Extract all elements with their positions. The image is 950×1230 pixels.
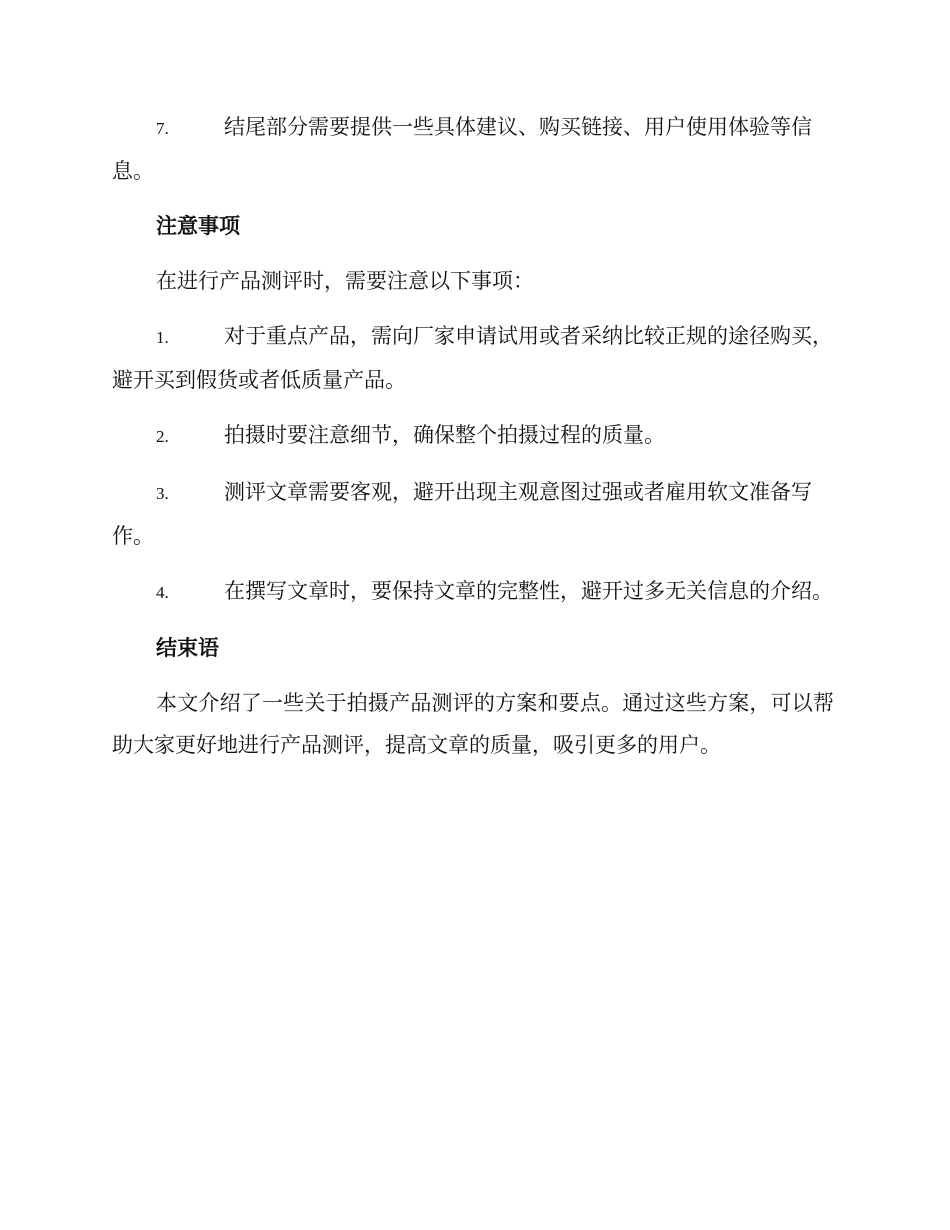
list-number: 1. [156,328,169,347]
list-item-4 [112,570,834,614]
section-heading-notes: 注意事项 [156,214,240,238]
notes-intro-paragraph: 在进行产品测评时，需要注意以下事项： [156,269,534,293]
list-number: 4. [156,583,169,602]
list-item-1 [112,315,834,401]
document-body [112,106,834,779]
list-number: 2. [156,427,169,446]
list-number: 3. [156,484,169,503]
list-number: 7. [156,119,169,138]
list-item-text: 在撰写文章时，要保持文章的完整性，避开过多无关信息的介绍。 [224,579,833,603]
list-item-text: 测评文章需要客观，避开出现主观意图过强或者雇用软文准备写作。 [112,480,812,548]
list-item-text: 结尾部分需要提供一些具体建议、购买链接、用户使用体验等信息。 [112,115,812,183]
list-item-text: 拍摄时要注意细节，确保整个拍摄过程的质量。 [224,423,665,447]
section-heading-conclusion: 结束语 [156,636,219,660]
list-item-3 [112,471,834,557]
list-item-7 [112,106,834,192]
list-item-text: 对于重点产品，需向厂家申请试用或者采纳比较正规的途径购买，避开买到假货或者低质量产品。 [112,324,833,392]
conclusion-paragraph: 本文介绍了一些关于拍摄产品测评的方案和要点。通过这些方案，可以帮助大家更好地进行产品测评，提高文章的质量，吸引更多的用户。 [112,691,834,757]
list-item-2 [112,414,834,458]
